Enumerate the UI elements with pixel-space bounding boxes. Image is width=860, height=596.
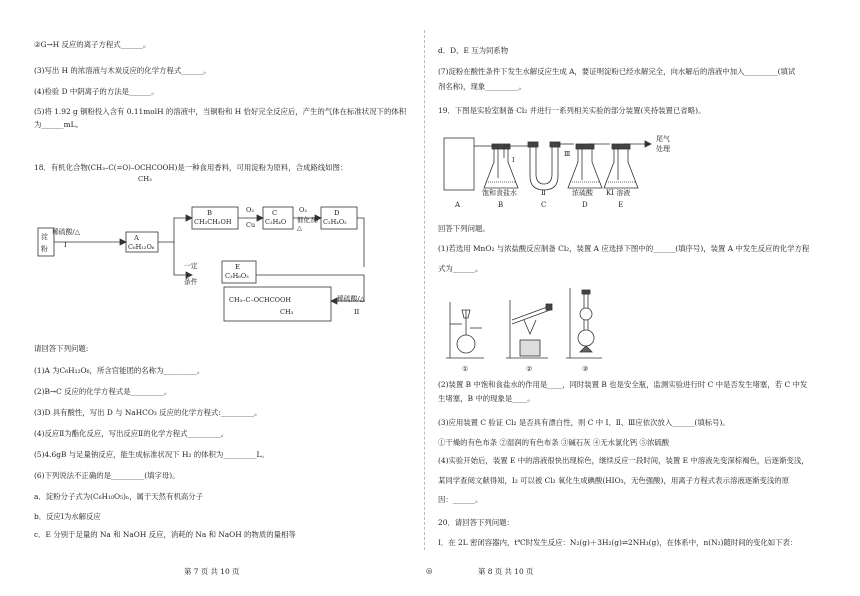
start-char-2: 粉: [41, 245, 48, 253]
q18-6: (6)下列说法不正确的是_________(填字母)。: [34, 471, 180, 480]
q18-option-d: d．D、E 互为同系物: [438, 46, 509, 55]
box-a-formula: C₆H₁₂O₆: [128, 243, 155, 251]
q18-option-b: b．反应Ⅰ为水解反应: [34, 512, 101, 521]
q18-suffix: )是一种食用香料，可用淀粉为原料，合成路线如图：: [174, 163, 348, 172]
label-a: A: [455, 201, 461, 209]
q18-7-cont: 剂名称)，现象_________。: [438, 82, 526, 91]
cond-top: 一定: [184, 262, 198, 270]
label-e: E: [618, 201, 624, 209]
q17-3: (3)写出 H 的浓溶液与木炭反应的化学方程式______。: [34, 66, 211, 75]
option-1-flask: [457, 335, 475, 353]
option-3-label: ③: [582, 365, 589, 373]
cond-bottom: 条件: [184, 278, 198, 286]
q18-1: (1)A 为C₆H₁₂O₆，所含官能团的名称为_________。: [34, 366, 205, 375]
product-formula: CH₃–C–OCHCOOH: [229, 296, 291, 304]
q18-2: (2)B→C 反应的化学方程式是_________。: [34, 387, 172, 396]
column-divider: [424, 30, 425, 550]
tail-gas-2: 处理: [656, 145, 670, 153]
apparatus-c: [530, 146, 558, 190]
box-d-formula: C₂H₄O₂: [323, 218, 347, 226]
q19-ask: 回答下列问题。: [438, 224, 490, 233]
box-c-name: C: [272, 209, 278, 217]
footer-right-page: 第 8 页 共 10 页: [478, 567, 534, 576]
option-1-label: ①: [462, 365, 469, 373]
tube-iii: Ⅲ: [564, 150, 571, 158]
q20-i: Ⅰ．在 2L 密闭容器内，t℃时发生反应：N₂(g)＋3H₂(g)⇌2NH₃(g)，在体系中，n(N₂)随时间的变化如下表：: [438, 538, 798, 547]
q20-stem: 20．请回答下列问题：: [438, 518, 514, 527]
label-d: D: [582, 201, 588, 209]
label-ki: KI 溶液: [606, 189, 631, 197]
q18-ask: 请回答下列问题:: [34, 344, 89, 353]
apparatus-a: [444, 138, 474, 190]
box-b-name: B: [207, 209, 212, 217]
step1-label: I: [64, 241, 67, 249]
q19-1-cont: 式为______。: [438, 264, 483, 273]
q18-formula: CH₃–C(=O)–OCHCOOH: [90, 164, 175, 172]
tail-gas-1: 尾气: [656, 135, 670, 143]
q19-2-cont: 生堵塞，B 中的现象是____。: [438, 394, 535, 403]
label-b: B: [498, 201, 504, 209]
box-b-formula: CH₃CH₂OH: [194, 218, 232, 226]
label-conc-h2so4: 浓硫酸: [572, 189, 593, 197]
q18-option-a: a．淀粉分子式为(C₆H₁₀O₅)ₙ，属于天然有机高分子: [34, 492, 204, 501]
q17-line-2: ②G→H 反应的离子方程式______。: [34, 40, 151, 49]
q18-formula-sub: CH₃: [138, 175, 152, 183]
q19-3-options: ①干燥的有色布条 ②湿润的有色布条 ③碱石灰 ④无水氯化钙 ⑤浓硫酸: [438, 438, 670, 447]
o2b-label: O₂: [299, 206, 307, 214]
q19-4: (4)实验开始后，装置 E 中的溶液很快出现棕色，继续反应一段时间，装置 E 中溶液先变深棕褐色，后逐渐变浅，: [438, 456, 809, 465]
q19-4-cont: 某同学查阅文献得知，I₂ 可以被 Cl₂ 氧化生成碘酸(HIO₃，无色强酸)，用离子方程式表示溶液逐渐变浅的原: [438, 476, 790, 485]
footer-left-page: 第 7 页 共 10 页: [184, 567, 240, 576]
q19-2: (2)装置 B 中饱和食盐水的作用是____，同时装置 B 也是安全瓶，监测实验进行时 C 中是否发生堵塞，若 C 中发: [438, 380, 808, 389]
tube-i: Ⅰ: [512, 156, 515, 164]
q19-stem: 19．下图是实验室制备 Cl₂ 并进行一系列相关实验的部分装置(夹持装置已省略)。: [438, 106, 706, 115]
box-a-name: A: [134, 234, 139, 242]
q18-option-c: c．E 分别于足量的 Na 和 NaOH 反应，消耗的 Na 和 NaOH 的物质的量相等: [34, 530, 296, 539]
o2-label: O₂: [246, 206, 254, 214]
footer-center-mark: ◎: [426, 566, 433, 575]
box-c-formula: C₂H₄O: [265, 218, 287, 226]
q17-5: (5)将 1.92 g 铜粉投入含有 0.11molH 的溶液中，当铜粉和 H 恰好完全反应后，产生的气体在标准状况下的体积: [34, 107, 407, 116]
q19-4-cont2: 因：______。: [438, 495, 483, 504]
q17-4: (4)检验 D 中阴离子的方法是______。: [34, 87, 159, 96]
catalyst-label: 催化剂/△: [297, 216, 319, 232]
label-sat-brine: 饱和食盐水: [482, 189, 517, 197]
box-d-name: D: [334, 209, 340, 217]
q18-prefix: 18．有机化合物(: [34, 163, 91, 172]
q18-7: (7)淀粉在酸性条件下发生水解反应生成 A，要证明淀粉已经水解完全，向水解后的溶液中加入_________(填试: [438, 67, 796, 76]
label-c: C: [541, 201, 547, 209]
q18-3: (3)D 具有酸性，写出 D 与 NaHCO₃ 反应的化学方程式:_________。: [34, 408, 262, 417]
box-e-formula: C₃H₆O₃: [225, 272, 249, 280]
heating-options-diagram: [438, 280, 638, 372]
option-2-label: ②: [526, 365, 533, 373]
q19-1: (1)若选用 MnO₂ 与浓盐酸反应制备 Cl₂，装置 A 应选择下图中的______(填序号)，装置 A 中发生反应的化学方程: [438, 244, 810, 253]
label-ii: Ⅱ: [541, 189, 546, 197]
q19-3: (3)应用装置 C 验证 Cl₂ 是否具有漂白性，则 C 中 Ⅰ、Ⅱ、Ⅲ应依次放入______(填标号)。: [438, 418, 730, 427]
step2-label: II: [354, 308, 360, 316]
q18-stem: [34, 163, 347, 173]
q17-5-cont: 为______mL。: [34, 120, 83, 129]
product-sub: CH₃: [280, 308, 294, 316]
start-char-1: 淀: [41, 233, 48, 241]
step1-reagent: 稀硫酸/△: [52, 228, 80, 236]
step2-reagent: 稀硫酸/△: [337, 295, 365, 303]
q18-5: (5)4.6gB 与足量钠反应，能生成标准状况下 H₂ 的体积为_________L。: [34, 450, 269, 459]
cu-label: Cu: [246, 221, 256, 229]
box-e-name: E: [235, 263, 240, 271]
q18-4: (4)反应Ⅱ为酯化反应，写出反应Ⅱ的化学方程式_________。: [34, 429, 229, 438]
